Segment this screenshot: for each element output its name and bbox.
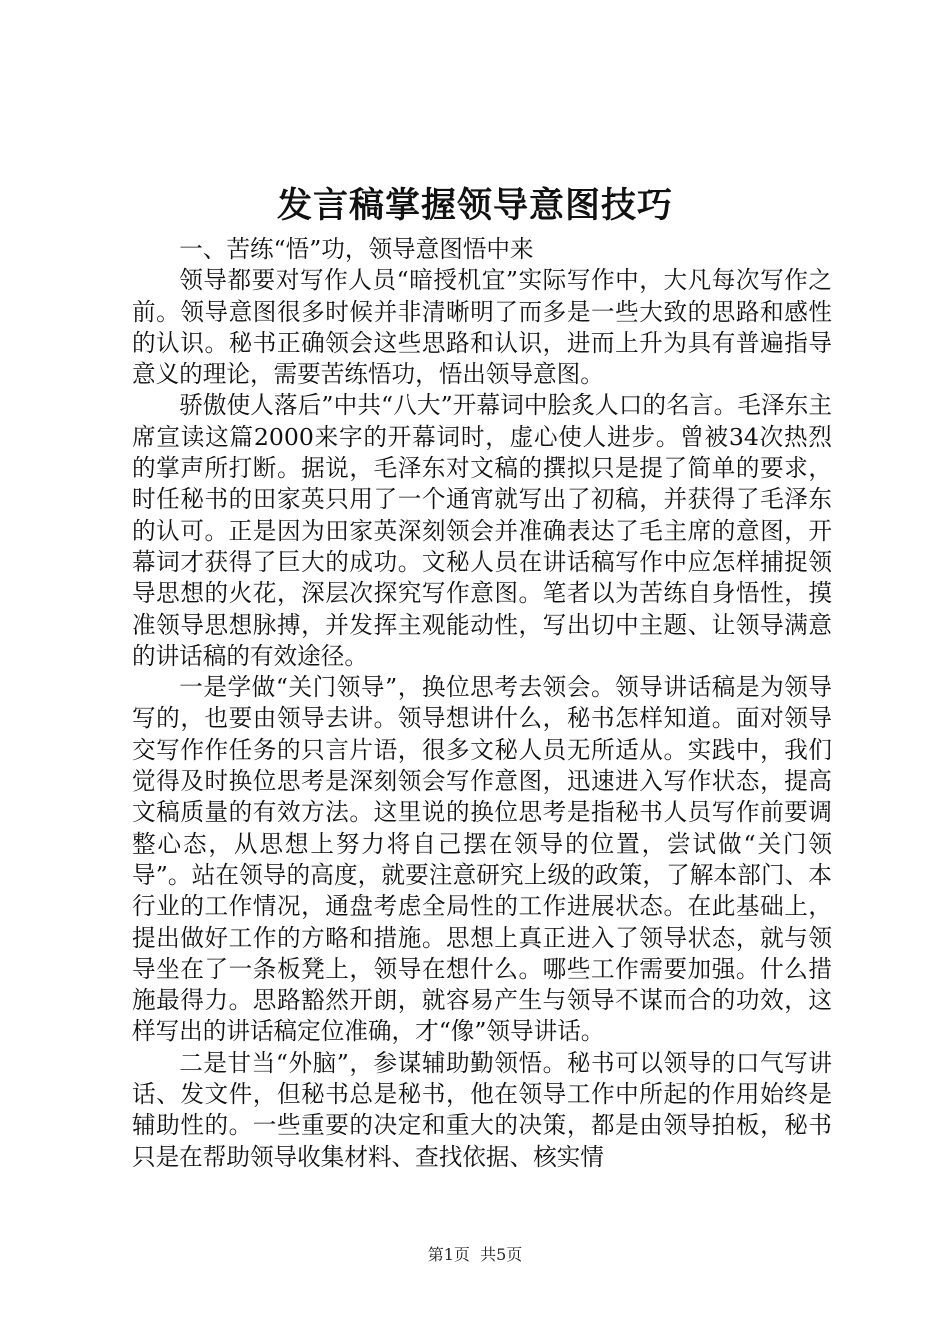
page-footer	[0, 1244, 950, 1266]
section-heading: 一、苦练“悟”功，领导意图悟中来	[179, 235, 534, 263]
body-paragraph: 领导都要对写作人员“暗授机宜”实际写作中，大凡每次写作之前。领导意图很多时候并非清晰明了而多是一些大致的思路和感性的认识。秘书正确领会这些思路和认识，进而上升为具有普遍指导意义的理论，需要苦练悟功，悟出领导意图。	[132, 266, 832, 389]
document-body	[132, 234, 832, 1173]
body-paragraph: 二是甘当“外脑”，参谋辅助勤领悟。秘书可以领导的口气写讲话、发文件，但秘书总是秘书，他在领导工作中所起的作用始终是辅助性的。一些重要的决定和重大的决策，都是由领导拍板，秘书只是在帮助领导收集材料、查找依据、核实情	[132, 1048, 832, 1171]
page-number: 第1页	[427, 1245, 470, 1264]
document-title: 发言稿掌握领导意图技巧	[276, 185, 673, 226]
body-paragraph: 骄傲使人落后”中共“八大”开幕词中脍炙人口的名言。毛泽东主席宣读这篇2000来字的开幕词时，虚心使人进步。曾被34次热烈的掌声所打断。据说，毛泽东对文稿的撰拟只是提了简单的要求，时任秘书的田家英只用了一个通宵就写出了初稿，并获得了毛泽东的认可。正是因为田家英深刻领会并准确表达了毛主席的意图，开幕词才获得了巨大的成功。文秘人员在讲话稿写作中应怎样捕捉领导思想的火花，深层次探究写作意图。笔者以为苦练自身悟性，摸准领导思想脉搏，并发挥主观能动性，写出切中主题、让领导满意的讲话稿的有效途径。	[132, 391, 832, 670]
body-paragraph: 一是学做“关门领导”，换位思考去领会。领导讲话稿是为领导写的，也要由领导去讲。领导想讲什么，秘书怎样知道。面对领导交写作作任务的只言片语，很多文秘人员无所适从。实践中，我们觉得及时换位思考是深刻领会写作意图，迅速进入写作状态，提高文稿质量的有效方法。这里说的换位思考是指秘书人员写作前要调整心态，从思想上努力将自己摆在领导的位置，尝试做“关门领导”。站在领导的高度，就要注意研究上级的政策，了解本部门、本行业的工作情况，通盘考虑全局性的工作进展状态。在此基础上，提出做好工作的方略和措施。思想上真正进入了领导状态，就与领导坐在了一条板凳上，领导在想什么。哪些工作需要加强。什么措施最得力。思路豁然开朗，就容易产生与领导不谋而合的功效，这样写出的讲话稿定位准确，才“像”领导讲话。	[132, 673, 832, 1046]
page-total: 共5页	[480, 1245, 523, 1264]
